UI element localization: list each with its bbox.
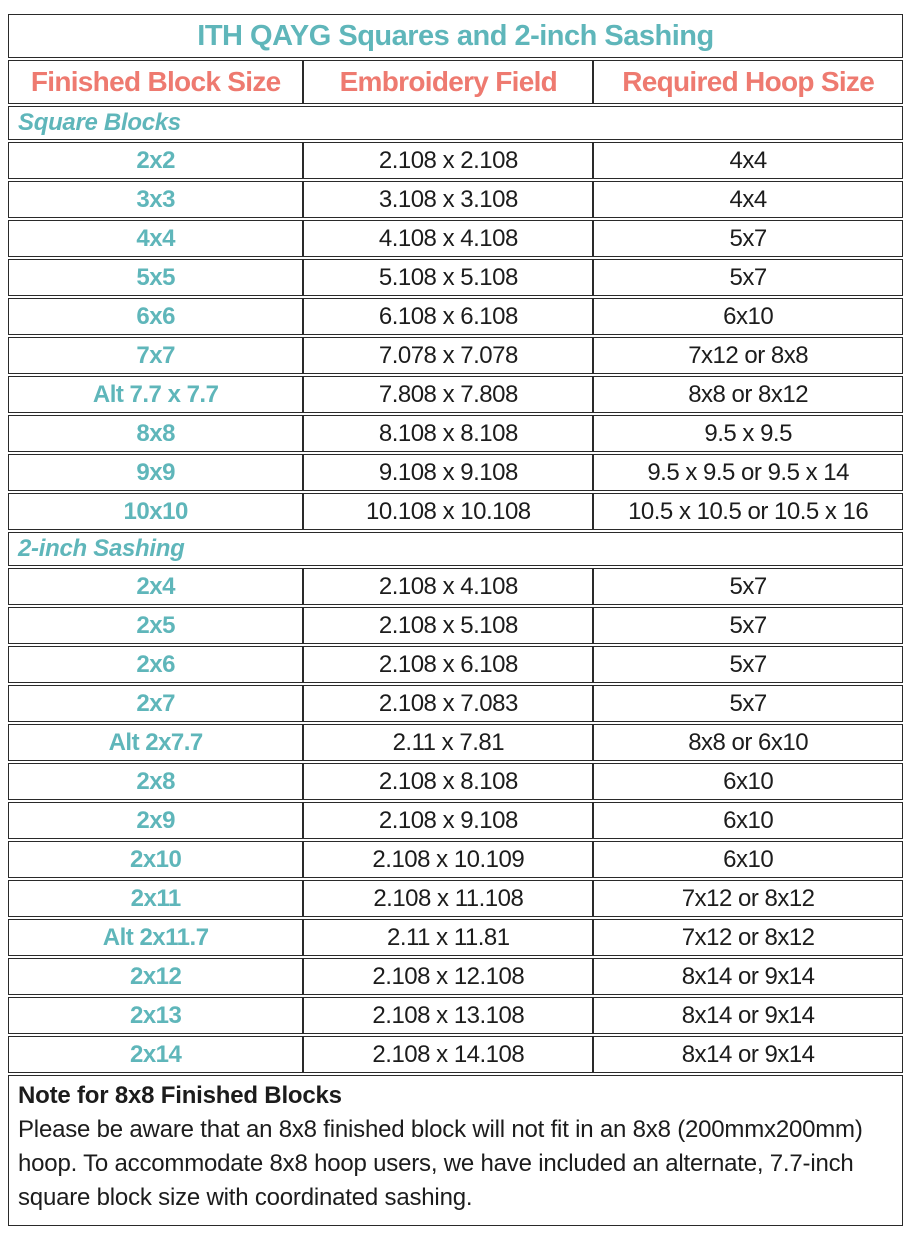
finished-block-size-cell: 2x14 [8, 1036, 303, 1073]
required-hoop-size-cell: 10.5 x 10.5 or 10.5 x 16 [593, 493, 903, 530]
required-hoop-size-cell: 6x10 [593, 802, 903, 839]
required-hoop-size-cell: 5x7 [593, 220, 903, 257]
finished-block-size-cell: 2x10 [8, 841, 303, 878]
finished-block-size-cell: 2x8 [8, 763, 303, 800]
table-row [8, 724, 903, 761]
required-hoop-size-cell: 8x14 or 9x14 [593, 1036, 903, 1073]
required-hoop-size-cell: 4x4 [593, 142, 903, 179]
required-hoop-size-cell: 4x4 [593, 181, 903, 218]
finished-block-size-cell: 2x5 [8, 607, 303, 644]
finished-block-size-cell: 2x4 [8, 568, 303, 605]
required-hoop-size-cell: 6x10 [593, 298, 903, 335]
table-title: ITH QAYG Squares and 2-inch Sashing [8, 14, 903, 58]
required-hoop-size-cell: 6x10 [593, 763, 903, 800]
section-label: Square Blocks [8, 106, 903, 140]
embroidery-field-cell: 7.808 x 7.808 [303, 376, 593, 413]
embroidery-field-cell: 8.108 x 8.108 [303, 415, 593, 452]
section-header-2-inch-sashing [8, 532, 903, 566]
finished-block-size-cell: 2x9 [8, 802, 303, 839]
embroidery-field-cell: 2.11 x 7.81 [303, 724, 593, 761]
table-row [8, 763, 903, 800]
table-row [8, 376, 903, 413]
sizing-table [8, 12, 903, 1228]
required-hoop-size-cell: 9.5 x 9.5 or 9.5 x 14 [593, 454, 903, 491]
embroidery-field-cell: 2.108 x 9.108 [303, 802, 593, 839]
table-row [8, 415, 903, 452]
note-heading: Note for 8x8 Finished Blocks [18, 1082, 342, 1109]
table-row [8, 607, 903, 644]
required-hoop-size-cell: 9.5 x 9.5 [593, 415, 903, 452]
finished-block-size-cell: 7x7 [8, 337, 303, 374]
required-hoop-size-cell: 8x14 or 9x14 [593, 997, 903, 1034]
embroidery-field-cell: 2.11 x 11.81 [303, 919, 593, 956]
embroidery-field-cell: 2.108 x 14.108 [303, 1036, 593, 1073]
embroidery-field-cell: 5.108 x 5.108 [303, 259, 593, 296]
table-row [8, 298, 903, 335]
table-row [8, 493, 903, 530]
table-row [8, 454, 903, 491]
table-row [8, 220, 903, 257]
note-body: Please be aware that an 8x8 finished block will not fit in an 8x8 (200mmx200mm) hoop. To accommodate 8x8 hoop users, we have included an alternate, 7.7-inch square block size with coordinated sashing. [18, 1116, 863, 1211]
finished-block-size-cell: 2x2 [8, 142, 303, 179]
table-row [8, 880, 903, 917]
title-row [8, 14, 903, 58]
column-header-row [8, 60, 903, 104]
embroidery-field-cell: 2.108 x 6.108 [303, 646, 593, 683]
required-hoop-size-cell: 7x12 or 8x8 [593, 337, 903, 374]
finished-block-size-cell: 5x5 [8, 259, 303, 296]
embroidery-field-cell: 2.108 x 7.083 [303, 685, 593, 722]
column-header-required-hoop-size: Required Hoop Size [593, 60, 903, 104]
table-row [8, 646, 903, 683]
finished-block-size-cell: 2x11 [8, 880, 303, 917]
table-row [8, 181, 903, 218]
table-row [8, 997, 903, 1034]
embroidery-field-cell: 2.108 x 11.108 [303, 880, 593, 917]
finished-block-size-cell: 4x4 [8, 220, 303, 257]
table-row [8, 142, 903, 179]
required-hoop-size-cell: 7x12 or 8x12 [593, 919, 903, 956]
section-label: 2-inch Sashing [8, 532, 903, 566]
required-hoop-size-cell: 6x10 [593, 841, 903, 878]
embroidery-field-cell: 2.108 x 12.108 [303, 958, 593, 995]
finished-block-size-cell: Alt 7.7 x 7.7 [8, 376, 303, 413]
table-row [8, 958, 903, 995]
embroidery-field-cell: 7.078 x 7.078 [303, 337, 593, 374]
finished-block-size-cell: 8x8 [8, 415, 303, 452]
embroidery-field-cell: 2.108 x 5.108 [303, 607, 593, 644]
embroidery-field-cell: 2.108 x 4.108 [303, 568, 593, 605]
finished-block-size-cell: 6x6 [8, 298, 303, 335]
required-hoop-size-cell: 5x7 [593, 259, 903, 296]
finished-block-size-cell: Alt 2x7.7 [8, 724, 303, 761]
embroidery-field-cell: 2.108 x 10.109 [303, 841, 593, 878]
finished-block-size-cell: 2x7 [8, 685, 303, 722]
table-row [8, 841, 903, 878]
table-row [8, 568, 903, 605]
finished-block-size-cell: 2x12 [8, 958, 303, 995]
embroidery-field-cell: 6.108 x 6.108 [303, 298, 593, 335]
embroidery-field-cell: 9.108 x 9.108 [303, 454, 593, 491]
table-row [8, 259, 903, 296]
column-header-finished-block-size: Finished Block Size [8, 60, 303, 104]
table-row [8, 685, 903, 722]
required-hoop-size-cell: 5x7 [593, 568, 903, 605]
table-row [8, 802, 903, 839]
finished-block-size-cell: 2x6 [8, 646, 303, 683]
required-hoop-size-cell: 7x12 or 8x12 [593, 880, 903, 917]
required-hoop-size-cell: 5x7 [593, 607, 903, 644]
finished-block-size-cell: 9x9 [8, 454, 303, 491]
section-header-square-blocks [8, 106, 903, 140]
embroidery-field-cell: 2.108 x 8.108 [303, 763, 593, 800]
table-row [8, 1036, 903, 1073]
required-hoop-size-cell: 8x8 or 6x10 [593, 724, 903, 761]
finished-block-size-cell: 10x10 [8, 493, 303, 530]
note-row [8, 1075, 903, 1226]
finished-block-size-cell: 2x13 [8, 997, 303, 1034]
embroidery-field-cell: 10.108 x 10.108 [303, 493, 593, 530]
table-row [8, 337, 903, 374]
required-hoop-size-cell: 5x7 [593, 646, 903, 683]
embroidery-field-cell: 4.108 x 4.108 [303, 220, 593, 257]
required-hoop-size-cell: 8x14 or 9x14 [593, 958, 903, 995]
required-hoop-size-cell: 5x7 [593, 685, 903, 722]
embroidery-field-cell: 3.108 x 3.108 [303, 181, 593, 218]
embroidery-field-cell: 2.108 x 2.108 [303, 142, 593, 179]
note-cell [8, 1075, 903, 1226]
embroidery-field-cell: 2.108 x 13.108 [303, 997, 593, 1034]
finished-block-size-cell: 3x3 [8, 181, 303, 218]
required-hoop-size-cell: 8x8 or 8x12 [593, 376, 903, 413]
table-row [8, 919, 903, 956]
finished-block-size-cell: Alt 2x11.7 [8, 919, 303, 956]
column-header-embroidery-field: Embroidery Field [303, 60, 593, 104]
